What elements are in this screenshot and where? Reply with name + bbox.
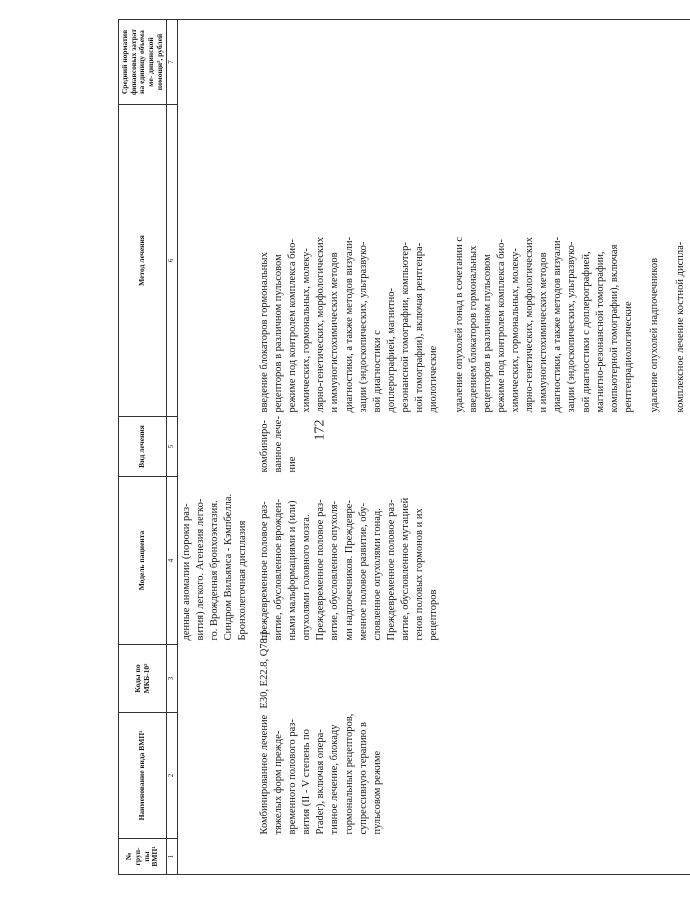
header-service-name: Наименование вида ВМП¹ [119,713,167,839]
header-treatment-method: Метод лечения [119,105,167,417]
text-line: витие, обусловленное опухоля- [329,500,341,641]
page-number: 172 [312,419,328,441]
text-line: Синдром Вильямса - Кэмпбелла. [223,493,235,641]
text-line: режиме под контролем комплекса био- [287,239,299,413]
header-patient-model: Модель пациента [119,477,167,645]
patient-model-cell [256,477,690,645]
text-line: опухолями головного мозга. [301,514,313,641]
text-line: генов половых гормонов и их [413,508,425,641]
text-line: E30, E22.8, Q78.1 [259,630,271,709]
text-line: ние [287,456,299,473]
text-line: рецепторов в различном пульсовом [482,254,494,413]
header-treatment-type: Вид лечения [119,417,167,477]
treatment-type-cell [256,417,690,477]
text-line: тяжелых форм прежде- [273,730,285,835]
column-number: 7 [167,20,178,105]
icd-codes-cell [256,630,690,713]
text-line: химических, гормональных, молеку- [510,248,522,413]
text-line: витие, обусловленное врожден- [273,499,285,641]
text-line: зации (эндоскопических, ультразвуко- [566,241,578,413]
header-icd-codes: Коды по МКБ-10² [119,645,167,713]
text-line: Преждевременное половое раз- [385,499,397,641]
treatment-method-cell [256,105,690,417]
text-line: компьютерной томографии), включая [608,244,620,413]
text-line: комбиниро- [259,420,271,473]
text-line: Бронхолегочная дисплазия [237,520,249,641]
column-number: 5 [167,417,178,477]
text-line: пульсовом режиме [371,750,383,835]
text-line: лярно-генетических, морфологических [315,237,327,413]
text-line: го. Врожденная бронхоэктазия. [209,500,221,641]
text-line: удаление опухолей надпочечников [648,257,660,413]
text-line: преждевременное половое раз- [259,501,271,641]
text-line: рецепторов в различном пульсовом [273,254,285,413]
header-group-number: № груп- пы ВМП¹ [119,839,167,875]
text-line: химических, гормональных, молеку- [301,248,313,413]
table-row-continuation [178,20,257,875]
text-line: и иммуногистохимических методов [538,252,550,413]
text-line: денные аномалии (пороки раз- [181,503,193,641]
service-name-cell [256,713,690,839]
column-number: 3 [167,645,178,713]
text-line: рецепторов [427,589,439,641]
text-line: резонансной томографии, компьютер- [399,242,411,413]
text-line: ной томографии), включая рентгенра- [413,242,425,413]
text-line: введение блокаторов гормональных [259,252,271,413]
text-line: супрессивную терапию в [357,722,369,835]
column-number-row [167,20,178,875]
cost-cell [256,20,690,105]
text-line: вой диагностики с [371,330,383,413]
text-line: витие, обусловленное мутацией [399,497,411,641]
text-line: зации (эндоскопических, ультразвуко- [357,241,369,413]
text-line: вития) легкого. Агенезия легко- [195,498,207,641]
text-line: диологические [427,345,439,413]
text-line: менное половое развитие, обу- [357,502,369,641]
text-line: вития (II - V степень по [301,729,313,835]
group-number-cell [256,839,690,875]
text-line: диагностики, а также методов визуали- [343,236,355,413]
column-number: 1 [167,839,178,875]
text-line: вой диагностики с доплерографией, [580,251,592,413]
column-number: 4 [167,477,178,645]
text-line: доплерографией, магнитно- [385,287,397,413]
text-line: тивное лечение, блокаду [329,724,341,835]
text-line: временного полового раз- [287,719,299,835]
header-cost: Средний норматив финансовых затрат на единицу объема ме- дицинской помощи³, рублей [119,20,167,105]
table-row-main [256,20,690,875]
table-header-row [119,20,167,875]
text-line: комплексное лечение костной диспла- [674,241,686,413]
text-line: режиме под контролем комплекса био- [496,239,508,413]
text-line: рентгенрадиологические [622,301,634,413]
text-line: ми надпочечников. Преждевре- [343,500,355,641]
document-table-rotated [118,20,686,875]
text-line: Prader), включая опера- [315,729,327,835]
text-line: ными мальформациями и (или) [287,500,299,641]
text-line: удаление опухолей гонад в сочетании с [453,236,465,413]
text-line: Комбинированное лечение [259,714,271,835]
column-number: 2 [167,713,178,839]
column-number: 6 [167,105,178,417]
text-line: магнитно-резонансной томографии, [594,251,606,413]
patient-model-cell [178,477,257,645]
text-line: ванное лече- [273,416,285,473]
text-line: лярно-генетических, морфологических [524,237,536,413]
text-line: и иммуногистохимических методов [329,252,341,413]
text-line: словленное опухолями гонад. [371,508,383,641]
text-line: Преждевременное половое раз- [315,499,327,641]
vmp-table [118,19,690,875]
text-line: гормональных рецепторов, [343,713,355,835]
text-line: введением блокаторов гормональных [468,245,479,413]
text-line: диагностики, а также методов визуали- [552,236,564,413]
